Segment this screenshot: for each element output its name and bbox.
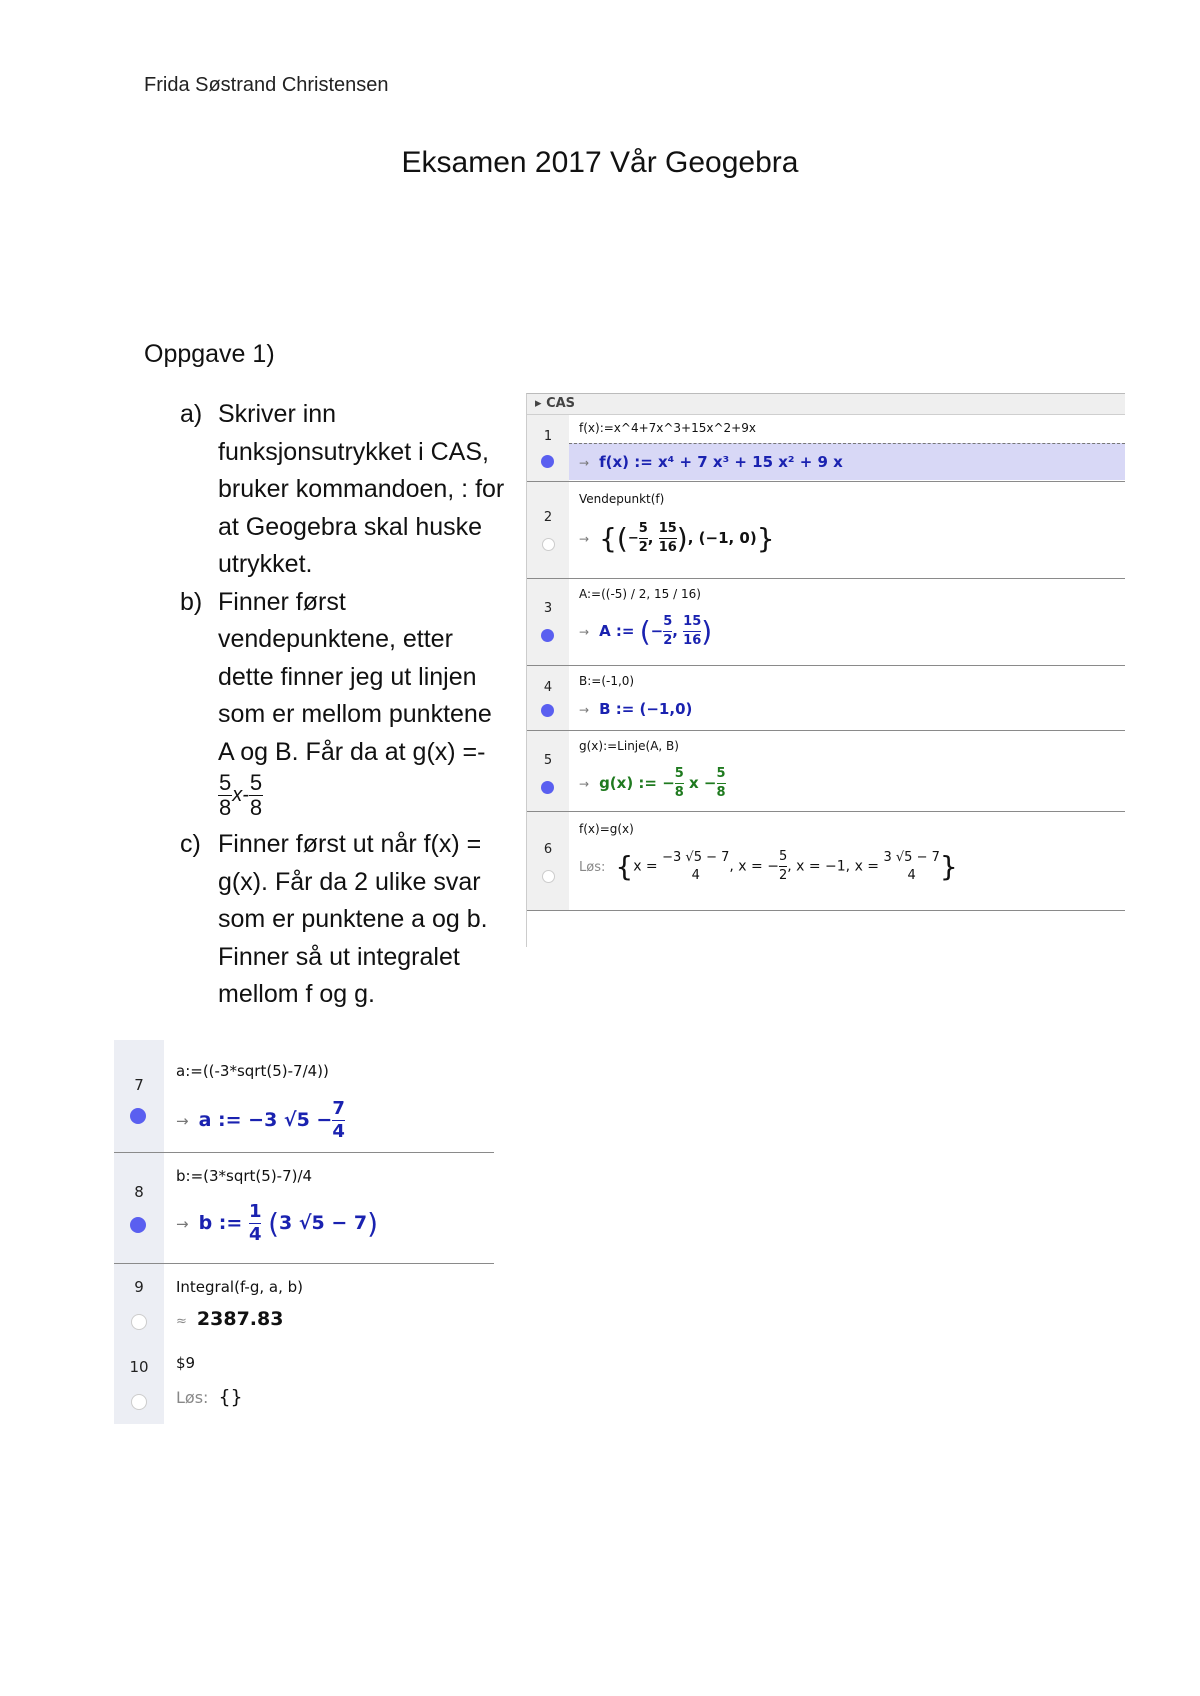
row-number: 8 (134, 1183, 144, 1201)
cas-output: → f(x) := x⁴ + 7 x³ + 15 x² + 9 x (579, 453, 843, 471)
cas-output: ≈ 2387.83 (176, 1308, 284, 1330)
row-gutter (527, 812, 569, 910)
cas-output: Løs: {} (176, 1386, 243, 1408)
fraction: $\frac{5}{8}$ (219, 770, 232, 820)
cas-row[interactable] (527, 812, 1125, 911)
visibility-dot[interactable] (131, 1394, 147, 1410)
row-number: 6 (543, 842, 553, 857)
cas-output: Løs: {x = −3 √5 − 7 4 , x = − $\frac{5}{2}$ , x = −1, x = 3 √5 − 7 4 } (579, 849, 958, 883)
cas-input[interactable]: b:=(3*sqrt(5)-7)/4 (176, 1167, 313, 1185)
cas-row[interactable] (114, 1153, 494, 1264)
cas-output: → {(− $\frac{5}{2}$ , $\frac{15}{16}$ ), (−1, 0)} (579, 521, 775, 555)
visibility-dot[interactable] (131, 1314, 147, 1330)
row-number: 5 (543, 753, 553, 768)
cas-row[interactable] (527, 415, 1125, 482)
visibility-dot[interactable] (130, 1217, 146, 1233)
cas-input[interactable]: g(x):=Linje(A, B) (579, 739, 679, 753)
row-gutter (527, 666, 569, 730)
row-number: 3 (543, 601, 553, 616)
item-label: c) (180, 830, 201, 858)
fraction: $\frac{5}{8}$ (249, 770, 263, 820)
cas-input[interactable]: A:=((-5) / 2, 15 / 16) (579, 587, 701, 601)
cas-row[interactable] (527, 666, 1125, 731)
task-heading: Oppgave 1) (144, 340, 275, 368)
cas-window (526, 393, 1125, 947)
list-item-a (180, 396, 510, 584)
row-number: 9 (134, 1278, 144, 1296)
cas-rows-bottom (114, 1264, 494, 1424)
list-item-c (180, 826, 510, 1014)
cas-row[interactable] (527, 731, 1125, 812)
cas-output: → a := −3 √5 − $\frac{7}{4}$ (176, 1098, 345, 1142)
item-text: Skriver inn funksjonsutrykket i CAS, bruker kommandoen, : for at Geogebra skal huske utrykket. (218, 400, 505, 578)
triangle-icon: ▸ (535, 396, 542, 411)
cas-header[interactable] (527, 394, 1125, 415)
visibility-dot[interactable] (541, 781, 554, 794)
cas-row[interactable] (114, 1040, 494, 1153)
cas-row[interactable] (527, 579, 1125, 666)
cas-row[interactable] (527, 482, 1125, 579)
row-number: 1 (543, 429, 553, 444)
item-text: Finner først vendepunktene, etter dette finner jeg ut linjen som er mellom punktene A og B. Får da at g(x) =- (218, 587, 492, 766)
visibility-dot[interactable] (541, 455, 554, 468)
row-number: 10 (129, 1358, 149, 1376)
cas-output: → g(x) := − $\frac{5}{8}$ x − $\frac{5}{8}$ (579, 766, 726, 800)
row-number: 7 (134, 1076, 144, 1094)
row-gutter (114, 1040, 164, 1152)
cas-output: → A := (− $\frac{5}{2}$ , $\frac{15}{16}$ ) (579, 614, 713, 648)
cas-input[interactable]: f(x):=x^4+7x^3+15x^2+9x (579, 421, 756, 435)
cas-input[interactable]: $9 (176, 1354, 196, 1372)
row-gutter (527, 482, 569, 578)
cas-input[interactable]: Integral(f-g, a, b) (176, 1278, 303, 1296)
visibility-dot[interactable] (542, 870, 555, 883)
variable-text: x- (232, 783, 249, 806)
cas-output: → b := $\frac{1}{4}$ (3 √5 − 7) (176, 1201, 379, 1245)
visibility-dot[interactable] (542, 538, 555, 551)
cas-input[interactable]: Vendepunkt(f) (579, 492, 665, 506)
author-name: Frida Søstrand Christensen (144, 74, 389, 96)
row-number: 4 (543, 680, 553, 695)
cas-input[interactable]: B:=(-1,0) (579, 674, 635, 688)
cas-input[interactable]: f(x)=g(x) (579, 822, 634, 836)
item-text: Finner først ut når f(x) = g(x). Får da 2 ulike svar som er punktene a og b. Finner så ut integralet mellom f og g. (218, 830, 488, 1008)
document-title: Eksamen 2017 Vår Geogebra (401, 146, 799, 179)
task-list (180, 396, 510, 1014)
cas-output: → B := (−1,0) (579, 700, 693, 718)
row-gutter (527, 579, 569, 665)
visibility-dot[interactable] (541, 629, 554, 642)
visibility-dot[interactable] (130, 1108, 146, 1124)
cas-title: CAS (546, 396, 576, 411)
row-gutter (527, 731, 569, 811)
row-gutter (114, 1153, 164, 1263)
list-item-b (180, 584, 510, 821)
row-gutter (527, 415, 569, 481)
row-number: 2 (543, 510, 553, 525)
visibility-dot[interactable] (541, 704, 554, 717)
cas-input[interactable]: a:=((-3*sqrt(5)-7/4)) (176, 1062, 329, 1080)
item-label: a) (180, 400, 203, 428)
item-label: b) (180, 587, 203, 616)
cas-window-2 (114, 1040, 494, 1424)
